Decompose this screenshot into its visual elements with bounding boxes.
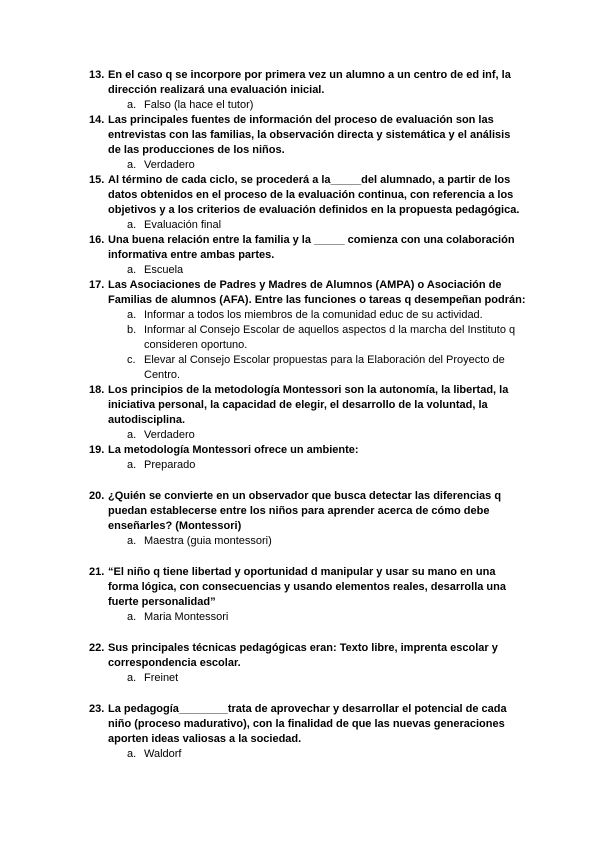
question-item [0, 113, 600, 173]
answer-text: Maria Montessori [144, 611, 229, 623]
answer-list [0, 428, 600, 443]
answer-text: Preparado [144, 459, 196, 471]
question-item [0, 68, 600, 113]
answer-letter: a. [127, 611, 137, 623]
question-item [0, 443, 600, 473]
question-number: 20. [89, 490, 105, 502]
answer-text: Falso (la hace el tutor) [144, 99, 254, 111]
question-number: 15. [89, 174, 105, 186]
answer-list [0, 458, 600, 473]
answer-letter: a. [127, 672, 137, 684]
answer-item [0, 98, 600, 113]
question-number: 14. [89, 114, 105, 126]
question-text: Las Asociaciones de Padres y Madres de Alumnos (AMPA) o Asociación de Familias de alumnos (AFA). Entre las funciones o tareas q desempeñan podrán: [108, 279, 526, 306]
answer-letter: a. [127, 159, 137, 171]
answer-list [0, 98, 600, 113]
question-text: La pedagogía________trata de aprovechar y desarrollar el potencial de cada niño (proceso madurativo), con la finalidad de que las nuevas generaciones aporten ideas valiosas a la sociedad. [108, 703, 507, 745]
answer-item [0, 323, 600, 353]
question-number: 23. [89, 703, 105, 715]
question-text: “El niño q tiene libertad y oportunidad d manipular y usar su mano en una forma lógica, con consecuencias y usando elementos reales, desarrolla una fuerte personalidad” [108, 566, 506, 608]
answer-letter: c. [127, 354, 136, 366]
answer-letter: b. [127, 324, 137, 336]
question-number: 21. [89, 566, 105, 578]
answer-text: Escuela [144, 264, 184, 276]
answer-text: Verdadero [144, 159, 195, 171]
answer-item [0, 308, 600, 323]
answer-item [0, 353, 600, 383]
answer-list [0, 308, 600, 383]
answer-list [0, 263, 600, 278]
question-number: 16. [89, 234, 105, 246]
answer-letter: a. [127, 99, 137, 111]
question-number: 22. [89, 642, 105, 654]
question-item [0, 383, 600, 443]
question-text: Al término de cada ciclo, se procederá a la_____del alumnado, a partir de los datos obtenidos en el proceso de la evaluación continua, con referencia a los objetivos y a los criterios de evaluación definidos en la propuesta pedagógica. [108, 174, 520, 216]
question-item [0, 233, 600, 278]
answer-item [0, 263, 600, 278]
answer-item [0, 534, 600, 549]
answer-text: Informar a todos los miembros de la comunidad educ de su actividad. [144, 309, 483, 321]
answer-letter: a. [127, 748, 137, 760]
question-text: Los principios de la metodología Montessori son la autonomía, la libertad, la iniciativa personal, la capacidad de elegir, el desarrollo de la voluntad, la autodisciplina. [108, 384, 509, 426]
question-item [0, 702, 600, 762]
answer-item [0, 218, 600, 233]
question-item [0, 641, 600, 686]
answer-text: Evaluación final [144, 219, 222, 231]
answer-text: Informar al Consejo Escolar de aquellos aspectos d la marcha del Instituto q consideren oportuno. [144, 324, 516, 351]
question-number: 18. [89, 384, 105, 396]
answer-list [0, 218, 600, 233]
question-item [0, 173, 600, 233]
answer-letter: a. [127, 309, 137, 321]
answer-letter: a. [127, 264, 137, 276]
answer-letter: a. [127, 219, 137, 231]
answer-item [0, 158, 600, 173]
question-text: Sus principales técnicas pedagógicas eran: Texto libre, imprenta escolar y correspondencia escolar. [108, 642, 498, 669]
question-text: La metodología Montessori ofrece un ambiente: [108, 444, 359, 456]
question-number: 19. [89, 444, 105, 456]
answer-text: Freinet [144, 672, 179, 684]
question-number: 13. [89, 69, 105, 81]
answer-letter: a. [127, 429, 137, 441]
answer-text: Waldorf [144, 748, 182, 760]
answer-list [0, 158, 600, 173]
answer-item [0, 671, 600, 686]
answer-text: Verdadero [144, 429, 195, 441]
question-list [0, 68, 600, 778]
answer-list [0, 747, 600, 762]
question-item [0, 565, 600, 625]
question-item [0, 489, 600, 549]
answer-item [0, 428, 600, 443]
question-text: Las principales fuentes de información del proceso de evaluación son las entrevistas con las familias, la observación directa y sistemática y el análisis de las producciones de los niños. [108, 114, 511, 156]
question-text: ¿Quién se convierte en un observador que busca detectar las diferencias q puedan establecerse entre los niños para aprender acerca de cómo debe enseñarles? (Montessori) [108, 490, 502, 532]
question-text: En el caso q se incorpore por primera vez un alumno a un centro de ed inf, la dirección realizará una evaluación inicial. [108, 69, 511, 96]
answer-letter: a. [127, 535, 137, 547]
answer-list [0, 534, 600, 549]
question-number: 17. [89, 279, 105, 291]
answer-list [0, 671, 600, 686]
answer-item [0, 458, 600, 473]
question-text: Una buena relación entre la familia y la _____ comienza con una colaboración informativa entre ambas partes. [108, 234, 515, 261]
answer-item [0, 747, 600, 762]
answer-letter: a. [127, 459, 137, 471]
answer-text: Elevar al Consejo Escolar propuestas para la Elaboración del Proyecto de Centro. [144, 354, 505, 381]
answer-text: Maestra (guia montessori) [144, 535, 272, 547]
answer-list [0, 610, 600, 625]
question-item [0, 278, 600, 383]
answer-item [0, 610, 600, 625]
